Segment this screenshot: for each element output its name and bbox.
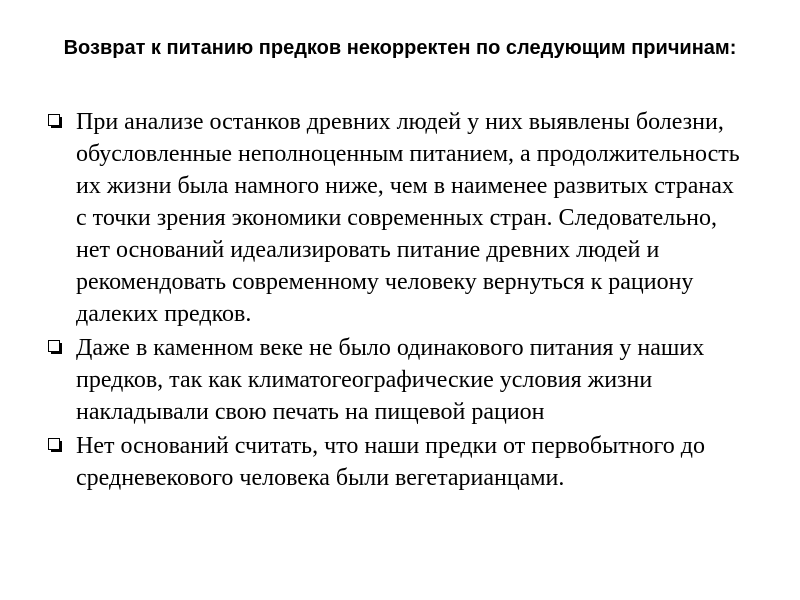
bullet-item xyxy=(46,106,746,330)
bullet-item xyxy=(46,332,746,428)
slide-title: Возврат к питанию предков некорректен по следующим причинам: xyxy=(63,37,737,59)
bullet-list xyxy=(46,106,746,496)
bullet-text: Нет оснований считать, что наши предки от первобытного до средневекового человека были вегетарианцами. xyxy=(76,433,706,491)
checkbox-square-icon xyxy=(48,438,62,452)
checkbox-square-icon xyxy=(48,114,62,128)
bullet-text: Даже в каменном веке не было одинакового питания у наших предков, так как климатогеографические условия жизни накладывали свою печать на пищевой рацион xyxy=(76,335,705,425)
bullet-text: При анализе останков древних людей у них выявлены болезни, обусловленные неполноценным питанием, а продолжительность их жизни была намного ниже, чем в наименее развитых странах с точки зрения экономики современных стран. Следовательно, нет оснований идеализировать питание древних людей и рекомендовать современному человеку вернуться к рациону далеких предков. xyxy=(76,109,740,327)
checkbox-square-icon xyxy=(48,340,62,354)
bullet-item xyxy=(46,430,746,494)
